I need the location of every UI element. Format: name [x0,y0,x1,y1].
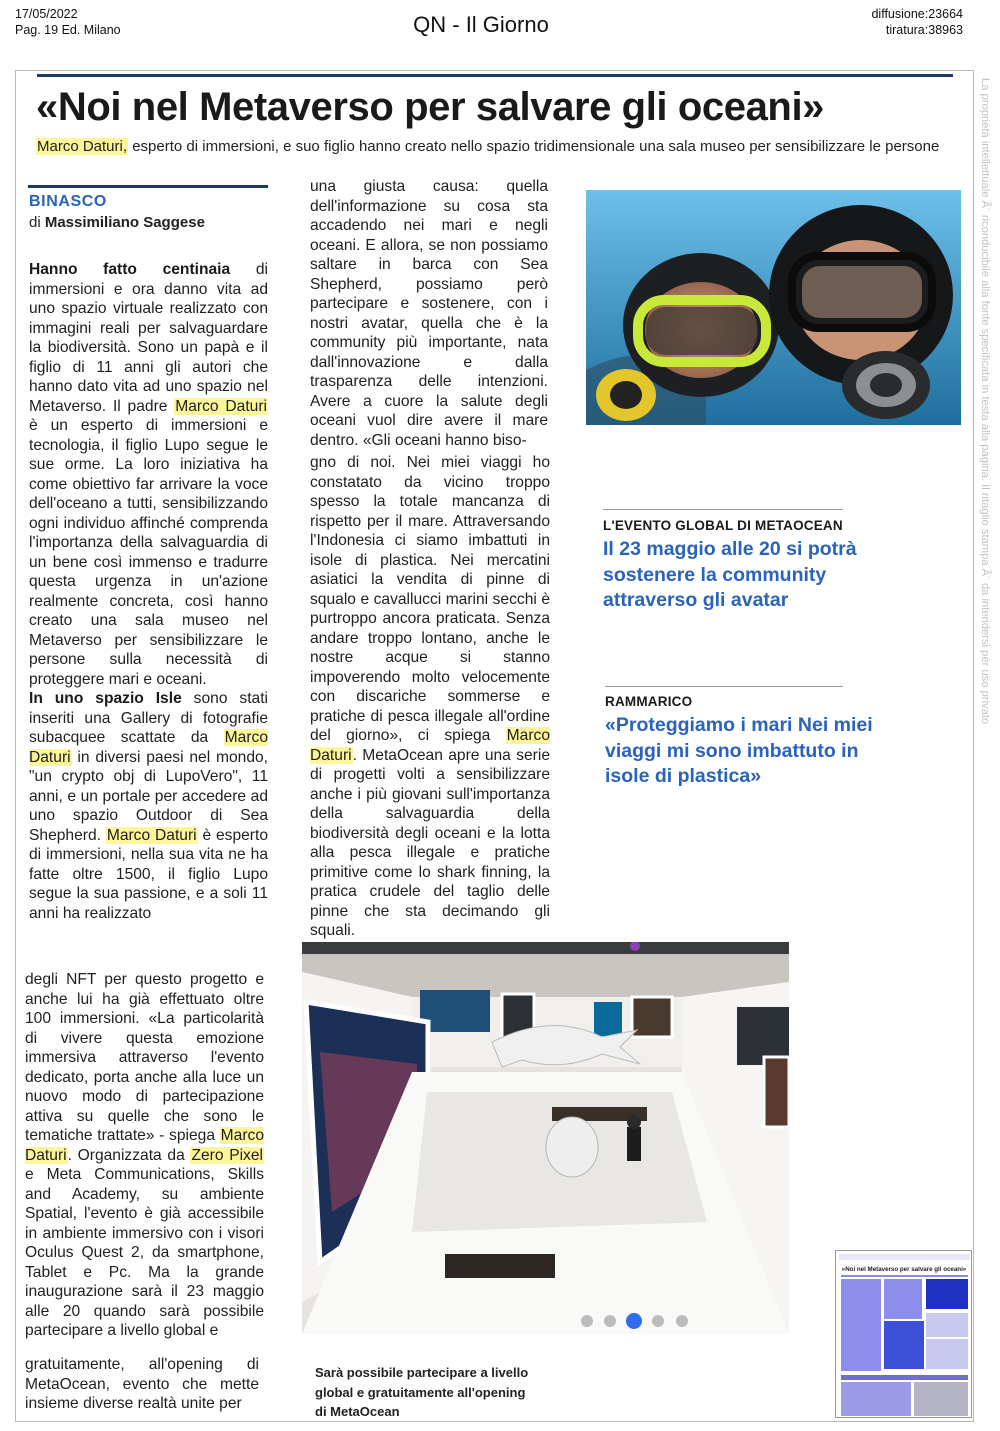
publication-name: QN - Il Giorno [413,12,549,37]
thumbnail-headline: «Noi nel Metaverso per salvare gli oceani» [841,1266,967,1273]
issue-date: 17/05/2022 [15,7,78,21]
page-header-right [871,6,963,38]
event-box-quote: Il 23 maggio alle 20 si potrà sostenere la community attraverso gli avatar [603,538,857,611]
body-text: in diversi paesi nel mondo, "un crypto obj di LupoVero", 11 anni, e un portale per accedere ad uno spazio Outdoor di Sea Shepherd. [29,748,268,844]
regret-box-rule [605,686,843,687]
body-column-2b [310,453,550,941]
body-text: e Meta Communications, Skills and Academy, su ambiente Spatial, l'evento è già accessibile in ambiente immersivo con i visori Oculus Quest 2, da smartphone, Tablet e Pc. Ma la grande inaugurazione sarà il 23 maggio alle 20 quando sarà possibile partecipare a livello global e [25,1166,264,1339]
body-text: è un esperto di immersioni e tecnologia, il figlio Lupo segue le sue orme. La loro iniziativa ha come obiettivo far arrivare la voce dell'oceano a tutti, sensibilizzando ogni individuo affinché comprenda l'importanza della salvaguardia di un bene così immenso e tradurre questa urgenza in un'azione realmente concreta, così hanno creato una sala museo nel Metaverso per sensibilizzare le persone sulla necessità di proteggere mari e oceani. [29,417,268,688]
metaverse-gallery-photo [302,942,789,1334]
thumbnail-illustration [836,1251,972,1418]
byline-rule [28,185,268,188]
headline-rule [37,74,953,77]
highlighted-company: Zero Pixel [191,1146,263,1164]
event-box-rule [603,509,843,510]
article-headline: «Noi nel Metaverso per salvare gli oceani» [36,85,825,129]
print-run-count: tiratura:38963 [885,23,963,37]
highlighted-name: Marco Daturi [175,397,267,415]
article-subhead [36,137,961,157]
highlighted-name: Marco Daturi [29,729,268,766]
byline [29,214,205,231]
body-column-1c: gratuitamente, all'opening di MetaOcean, evento che mette insieme diverse realtà unite per [25,1356,259,1412]
highlighted-name: Marco Daturi [310,727,550,764]
lead-in: In uno spazio Isle [29,690,182,707]
body-column-1b [25,970,264,1341]
body-text: di immersioni e ora danno vita ad uno spazio virtuale realizzato con immagini reali per salvaguardare la biodiversità. Sono un papà e il figlio di 11 anni gli autori che hanno dato vita ad uno spazio nel Metaverso. Il padre [29,261,268,415]
divers-photo [586,190,961,425]
location-kicker: BINASCO [29,193,107,210]
byline-author: Massimiliano Saggese [44,214,205,231]
body-text: gno di noi. Nei miei viaggi ho constatato da vicino troppo spesso la totale mancanza di rispetto per il mare. Attraversando l'Indonesia ci siamo imbattuti in isole di plastica. Nei mercatini asiatici la vendita di pinne di squalo e cavallucci marini secchi è purtroppo ancora praticata. Senza andare troppo lontano, anche le nostre acque si stanno impoverendo molto velocemente con discariche sommerse e pratiche di pesca illegale all'ordine del giorno», ci spiega [310,454,550,744]
page-edition: Pag. 19 Ed. Milano [15,23,121,37]
body-text: . MetaOcean apre una serie di progetti volti a sensibilizzare anche i più giovani sull'importanza della salvaguardia della biodiversità degli oceani e la lotta alla pesca illegale e pratiche primitive come lo shark finning, la pratica crudele del taglio delle pinne che sta decimando gli squali. [310,746,550,939]
body-column-1a [29,260,268,923]
photo-caption: Sarà possibile partecipare a livello global e gratuitamente all'opening di MetaOcean [315,1365,529,1419]
page-thumbnail [835,1250,972,1418]
subhead-text: esperto di immersioni, e suo figlio hanno creato nello spazio tridimensionale una sala museo per sensibilizzare le persone [128,138,940,155]
rights-note [978,78,996,908]
body-text: è esperto di immersioni, nella sua vita ne ha fatte oltre 1500, il figlio Lupo segue la sua passione, e a soli 11 anni ha realizzato [29,826,268,922]
event-box-kicker: L'EVENTO GLOBAL DI METAOCEAN [603,518,843,533]
byline-prefix: di [29,214,45,231]
body-text: degli NFT per questo progetto e anche lui ha già effettuato oltre 100 immersioni. «La particolarità di vivere questa emozione immersiva attraverso l'evento dedicato, porta anche alla luce un nuovo modo di partecipazione attiva su quelle che sono le tematiche trattate» - spiega [25,971,264,1144]
highlighted-name: Marco Daturi [25,1127,264,1164]
divers-illustration [586,190,961,425]
rights-note-text: La proprietà intellettuale Ã¨ riconducibile alla fonte specificata in testa alla pagina. Il ritaglio stampa Ã¨ da intendersi per uso privato [979,78,991,725]
regret-box-quote: «Proteggiamo i mari Nei miei viaggi mi sono imbattuto in isole di plastica» [605,714,873,787]
gallery-illustration [302,942,789,1334]
circulation-count: diffusione:23664 [871,7,963,21]
body-text: . Organizzata da [67,1146,191,1164]
body-column-2a: una giusta causa: quella dell'informazione su cosa sta accadendo nei mari e negli oceani. E allora, se non possiamo saltare in barca con Sea Shepherd, possiamo però partecipare e sostenere, con i nostri avatar, quella che è la community più importante, nata dall'innovazione e dalla trasparenza delle intenzioni. Avere a cuore la salute degli oceani vuol dire avere il mare dentro. «Gli oceani hanno biso- [310,178,548,449]
highlighted-name: Marco Daturi, [37,138,128,155]
body-text: sono stati inseriti una Gallery di fotografie subacquee scattate da [29,690,269,746]
lead-in: Hanno fatto centinaia [29,261,231,278]
regret-box-kicker: RAMMARICO [605,694,693,709]
highlighted-name: Marco Daturi [106,826,197,844]
